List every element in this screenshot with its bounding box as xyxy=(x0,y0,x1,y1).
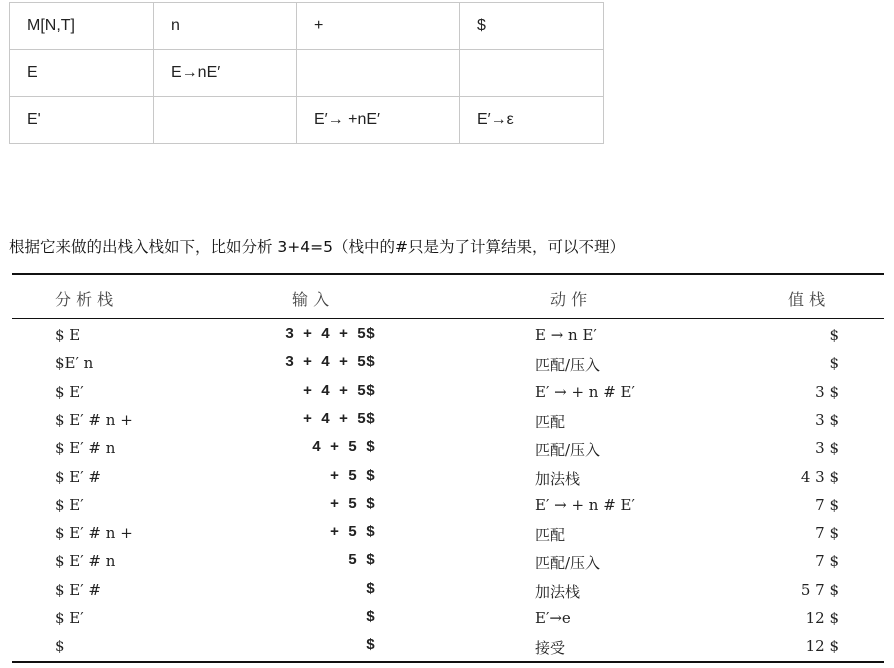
trace-input-cell: + 5 $ xyxy=(329,468,375,485)
parse-table-header-cell: $ xyxy=(460,3,604,50)
trace-value-cell: 7 $ xyxy=(815,496,839,514)
trace-stack-cell: $ E′ xyxy=(55,609,84,627)
parse-table-cell: E xyxy=(10,50,154,97)
trace-input-cell: 4 + 5 $ xyxy=(311,439,375,456)
trace-value-cell: $ xyxy=(829,354,839,372)
parse-table-header-cell: n xyxy=(154,3,297,50)
trace-stack-cell: $E′ n xyxy=(55,354,94,372)
trace-value-cell: 4 3 $ xyxy=(800,468,839,486)
header-stack: 分 析 栈 xyxy=(55,290,114,309)
trace-action-cell: 匹配/压入 xyxy=(535,554,601,572)
trace-action-cell: 匹配 xyxy=(535,413,566,431)
trace-action-cell: E′→e xyxy=(535,609,571,627)
header-input: 输 入 xyxy=(292,290,330,309)
trace-value-cell: 12 $ xyxy=(805,637,839,655)
trace-stack-cell: $ E xyxy=(55,326,81,344)
trace-value-cell: 5 7 $ xyxy=(800,581,839,599)
trace-value-cell: 12 $ xyxy=(805,609,839,627)
trace-value-cell: 3 $ xyxy=(815,439,839,457)
trace-stack-cell: $ E′ xyxy=(55,496,84,514)
parse-table-cell: E→nE′ xyxy=(154,50,297,97)
trace-stack-cell: $ E′ # n + xyxy=(55,524,133,542)
parse-table-header-cell: M[N,T] xyxy=(10,3,154,50)
trace-action-cell: 匹配 xyxy=(535,526,566,544)
trace-value-cell: 7 $ xyxy=(815,524,839,542)
trace-value-cell: 3 $ xyxy=(815,383,839,401)
trace-action-cell: E′ → + n # E′ xyxy=(535,383,635,401)
trace-value-cell: $ xyxy=(829,326,839,344)
trace-input-cell: + 5 $ xyxy=(329,496,375,513)
trace-stack-cell: $ E′ # xyxy=(55,468,102,486)
description-text: 根据它来做的出栈入栈如下，比如分析 3+4=5（栈中的#只是为了计算结果，可以不理） xyxy=(9,238,625,256)
trace-input-cell: 3 + 4 + 5$ xyxy=(284,326,375,343)
trace-action-cell: 匹配/压入 xyxy=(535,441,601,459)
trace-input-cell: + 4 + 5$ xyxy=(302,411,375,428)
trace-input-cell: 5 $ xyxy=(347,552,375,569)
trace-input-cell: $ xyxy=(365,637,375,654)
trace-stack-cell: $ E′ # n xyxy=(55,552,116,570)
trace-action-cell: E′ → + n # E′ xyxy=(535,496,635,514)
trace-action-cell: 加法栈 xyxy=(535,583,581,601)
parse-table-cell: E′→ +nE′ xyxy=(297,97,460,144)
trace-input-cell: + 4 + 5$ xyxy=(302,383,375,400)
trace-action-cell: 接受 xyxy=(535,639,566,657)
trace-action-cell: E → n E′ xyxy=(535,326,597,344)
trace-input-cell: $ xyxy=(365,581,375,598)
trace-stack-cell: $ xyxy=(55,637,65,655)
parse-table-cell: E' xyxy=(10,97,154,144)
trace-input-cell: $ xyxy=(365,609,375,626)
trace-stack-cell: $ E′ xyxy=(55,383,84,401)
trace-stack-cell: $ E′ # xyxy=(55,581,102,599)
trace-action-cell: 加法栈 xyxy=(535,470,581,488)
header-action: 动 作 xyxy=(550,290,588,309)
trace-stack-cell: $ E′ # n xyxy=(55,439,116,457)
trace-stack-cell: $ E′ # n + xyxy=(55,411,133,429)
trace-input-cell: + 5 $ xyxy=(329,524,375,541)
trace-action-cell: 匹配/压入 xyxy=(535,356,601,374)
header-value: 值 栈 xyxy=(788,290,826,309)
trace-input-cell: 3 + 4 + 5$ xyxy=(284,354,375,371)
trace-value-cell: 7 $ xyxy=(815,552,839,570)
parse-table-cell: E′→ε xyxy=(460,97,604,144)
parse-table-header-cell: + xyxy=(297,3,460,50)
trace-value-cell: 3 $ xyxy=(815,411,839,429)
